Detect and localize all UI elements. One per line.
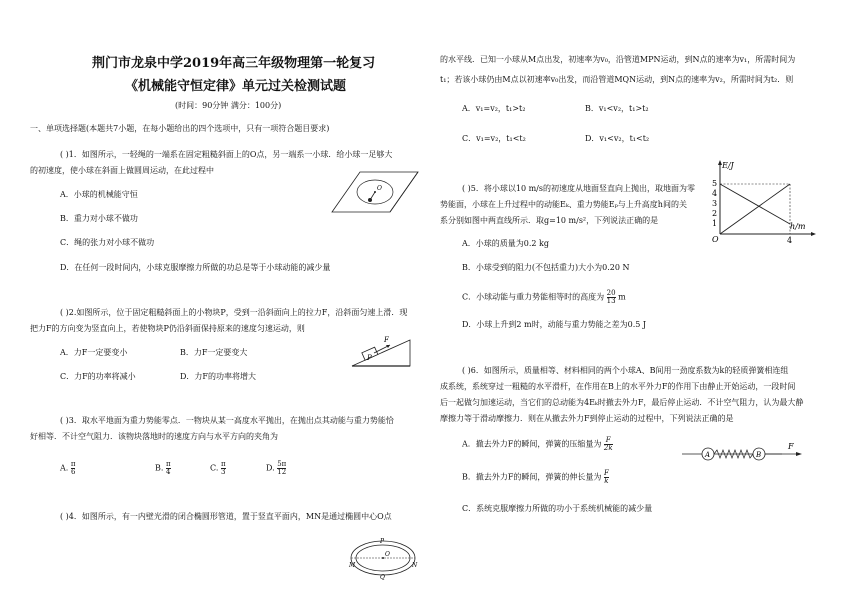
q6-option-b: B．撤去外力F的瞬间，弹簧的伸长量为 $\frac{F}{k}$: [462, 469, 609, 485]
q6-option-c: C．系统克服摩擦力所做的功小于系统机械能的减少量: [462, 504, 653, 513]
q4-stem-line3: t₁；若该小球仍由M点以初速率v₀出发，而沿管道MQN运动，到N点的速率为v₂，所需时间为t₂．则: [440, 75, 794, 84]
fig-label-f: F: [384, 336, 389, 344]
q4-option-a: A．v₁=v₂，t₁>t₂: [462, 104, 526, 113]
graph-x-label: h/m: [790, 222, 806, 231]
fig-label-b: B: [756, 451, 762, 459]
q3-option-c: C. $\frac{\pi}{3}$: [210, 460, 226, 476]
q5-stem-line2: 势能面，小球在上升过程中的动能Eₖ、重力势能Eₚ与上升高度h间的关: [440, 200, 687, 209]
q2-option-b: B．力F一定要变大: [180, 348, 248, 357]
energy-height-graph: [710, 158, 820, 244]
fig-label-q: Q: [380, 574, 385, 580]
q3-stem-line2: 好相等．不计空气阻力．该物块落地时的速度方向与水平方向的夹角为: [30, 432, 278, 441]
q6-option-a: A．撤去外力F的瞬间，弹簧的压缩量为 $\frac{F}{2k}$: [462, 436, 613, 452]
graph-origin: O: [712, 235, 719, 244]
q4-option-d: D．v₁<v₂，t₁<t₂: [585, 134, 650, 143]
fig-label-a: A: [705, 451, 711, 459]
title-line2: 《机械能守恒定律》单元过关检测试题: [125, 79, 347, 94]
title-line1: 荆门市龙泉中学2019年高三年级物理第一轮复习: [92, 56, 376, 71]
graph-y-tick: 2: [712, 209, 718, 218]
fig-label-n: N: [412, 562, 418, 569]
q2-option-a: A．力F一定要变小: [60, 348, 128, 357]
section-heading: 一、单项选择题(本题共7小题，在每小题给出的四个选项中，只有一项符合题目要求): [30, 124, 330, 133]
q4-option-b: B．v₁<v₂，t₁>t₂: [585, 104, 649, 113]
graph-y-tick: 3: [712, 199, 718, 208]
fig-label-o: O: [385, 551, 390, 558]
fig-label-f: F: [788, 442, 794, 451]
q6-stem-line4: 摩擦力等于滑动摩擦力．则在从撤去外力F到停止运动的过程中，下列说法正确的是: [440, 414, 734, 423]
exam-meta: (时间：90分钟 满分：100分): [175, 101, 282, 110]
q2-option-d: D．力F的功率将增大: [180, 372, 256, 381]
graph-y-tick: 1: [712, 219, 718, 228]
inclined-plane-circle-figure: [330, 170, 420, 214]
q1-option-a: A．小球的机械能守恒: [60, 190, 138, 199]
graph-y-tick: 4: [712, 189, 718, 198]
q6-stem-line1: ( )6．如图所示，质量相等、材料相同的两个小球A、B间用一劲度系数为k的轻质弹簧相连组: [462, 366, 789, 375]
q3-option-d: D. $\frac{5\pi}{12}$: [266, 460, 287, 476]
q2-stem-line2: 把力F的方向变为竖直向上，若使物块P仍沿斜面保持原来的速度匀速运动，则: [30, 324, 305, 333]
elliptical-tube-figure: [348, 536, 418, 580]
q2-option-c: C．力F的功率将减小: [60, 372, 136, 381]
q5-stem-line1: ( )5．将小球以10 m/s的初速度从地面竖直向上抛出，取地面为零: [462, 184, 695, 193]
q2-stem-line1: ( )2.如图所示，位于固定粗糙斜面上的小物块P，受到一沿斜面向上的拉力F，沿斜面匀速上滑．现: [60, 308, 408, 317]
q3-option-b: B. $\frac{\pi}{4}$: [155, 460, 171, 476]
q4-stem-line2: 的水平线．已知一小球从M点出发，初速率为v₀，沿管道MPN运动，到N点的速率为v₁，所需时间为: [440, 55, 796, 64]
q1-stem-line1: ( )1．如图所示，一轻绳的一端系在固定粗糙斜面上的O点，另一端系一小球．给小球一足够大: [60, 150, 393, 159]
q5-option-a: A．小球的质量为0.2 kg: [462, 239, 550, 248]
q5-option-c: C．小球动能与重力势能相等时的高度为 $\frac{20}{13}$ m: [462, 289, 626, 305]
q5-option-b: B．小球受到的阻力(不包括重力)大小为0.20 N: [462, 263, 630, 272]
q5-stem-line3: 系分别如图中两直线所示．取g=10 m/s²，下列说法正确的是: [440, 216, 659, 225]
fig-label-m: M: [349, 562, 356, 569]
graph-y-label: E/J: [722, 161, 734, 170]
q1-option-b: B．重力对小球不做功: [60, 214, 138, 223]
q1-option-c: C．绳的张力对小球不做功: [60, 238, 155, 247]
fig-label-p: P: [380, 538, 385, 545]
q4-option-c: C．v₁=v₂，t₁<t₂: [462, 134, 526, 143]
q3-option-a: A. $\frac{\pi}{6}$: [60, 460, 76, 476]
fig-label-o: O: [377, 185, 382, 192]
q5-option-d: D．小球上升到2 m时，动能与重力势能之差为0.5 J: [462, 320, 647, 329]
q1-option-d: D．在任何一段时间内，小球克服摩擦力所做的功总是等于小球动能的减少量: [60, 263, 331, 272]
q6-stem-line3: 后一起做匀加速运动，当它们的总动能为4Eₖ时撤去外力F，最后停止运动．不计空气阻力，认为最大静: [440, 398, 804, 407]
q3-stem-line1: ( )3．取水平地面为重力势能零点．一物块从某一高度水平抛出，在抛出点其动能与重力势能恰: [60, 416, 394, 425]
q4-stem-line1: ( )4．如图所示，有一内壁光滑的闭合椭圆形管道，置于竖直平面内，MN是通过椭圆中心O点: [60, 512, 392, 521]
q1-stem-line2: 的初速度，使小球在斜面上做圆周运动，在此过程中: [30, 166, 214, 175]
inclined-block-figure: [350, 336, 412, 368]
spring-balls-figure: [680, 440, 810, 464]
q6-stem-line2: 成系统，系统穿过一粗糙的水平滑杆，在作用在B上的水平外力F的作用下由静止开始运动，一段时间: [440, 382, 796, 391]
fig-label-p: P: [367, 354, 372, 362]
graph-x-tick: 4: [787, 236, 793, 244]
graph-y-tick: 5: [712, 179, 718, 188]
